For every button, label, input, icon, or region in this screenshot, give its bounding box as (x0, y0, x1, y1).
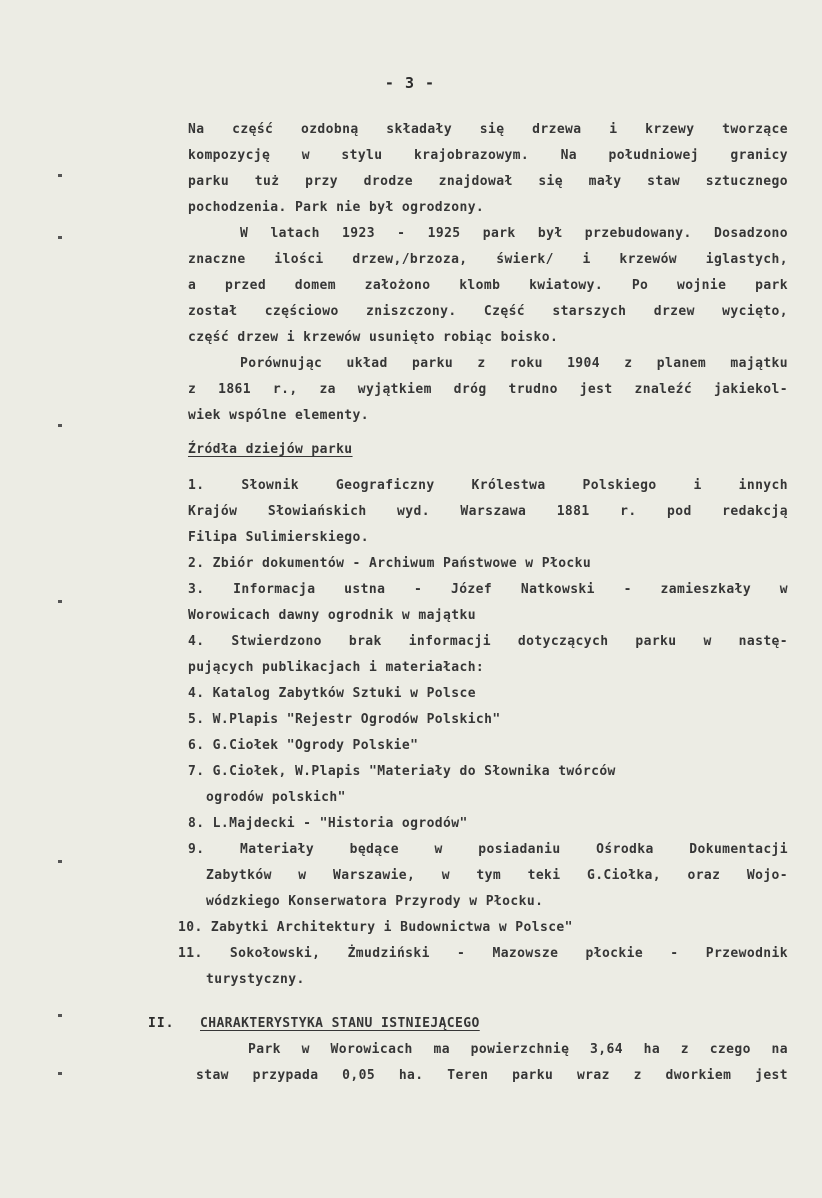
margin-mark (58, 236, 62, 239)
paragraph-line: Na część ozdobną składały się drzewa i krzewy tworzące (188, 122, 788, 137)
source-item: Krajów Słowiańskich wyd. Warszawa 1881 r. pod redakcją (188, 504, 788, 519)
paragraph-line: staw przypada 0,05 ha. Teren parku wraz z dworkiem jest (196, 1068, 788, 1083)
paragraph-line: pochodzenia. Park nie był ogrodzony. (188, 200, 485, 215)
source-item: turystyczny. (206, 972, 305, 987)
source-item: 3. Informacja ustna - Józef Natkowski - zamieszkały w (188, 582, 788, 597)
sources-heading: Źródła dziejów parku (188, 442, 353, 457)
margin-mark (58, 860, 62, 863)
source-item: 2. Zbiór dokumentów - Archiwum Państwowe w Płocku (188, 556, 592, 571)
source-item: 4. Katalog Zabytków Sztuki w Polsce (188, 686, 476, 701)
source-item: 7. G.Ciołek, W.Plapis "Materiały do Słownika twórców (188, 764, 616, 779)
source-item: Filipa Sulimierskiego. (188, 530, 369, 545)
source-item: 8. L.Majdecki - "Historia ogrodów" (188, 816, 468, 831)
paragraph-line: został częściowo zniszczony. Część starszych drzew wycięto, (188, 304, 788, 319)
paragraph-line: W latach 1923 - 1925 park był przebudowany. Dosadzono (240, 226, 788, 241)
source-item: Worowicach dawny ogrodnik w majątku (188, 608, 476, 623)
source-item: Zabytków w Warszawie, w tym teki G.Ciołka, oraz Wojo- (206, 868, 788, 883)
paragraph-line: znaczne ilości drzew,/brzoza, świerk/ i krzewów iglastych, (188, 252, 788, 267)
source-item: 4. Stwierdzono brak informacji dotyczących parku w nastę- (188, 634, 788, 649)
margin-mark (58, 1014, 62, 1017)
section-number: II. (148, 1016, 175, 1031)
paragraph-line: Porównując układ parku z roku 1904 z planem majątku (240, 356, 788, 371)
source-item: 5. W.Plapis "Rejestr Ogrodów Polskich" (188, 712, 501, 727)
source-item: 11. Sokołowski, Żmudziński - Mazowsze płockie - Przewodnik (178, 946, 788, 961)
paragraph-line: część drzew i krzewów usunięto robiąc boisko. (188, 330, 559, 345)
paragraph-line: z 1861 r., za wyjątkiem dróg trudno jest znaleźć jakiekol- (188, 382, 788, 397)
source-item: 6. G.Ciołek "Ogrody Polskie" (188, 738, 419, 753)
source-item: pujących publikacjach i materiałach: (188, 660, 485, 675)
paragraph-line: a przed domem założono klomb kwiatowy. Po wojnie park (188, 278, 788, 293)
margin-mark (58, 1072, 62, 1075)
source-item: ogrodów polskich" (206, 790, 346, 805)
paragraph-line: Park w Worowicach ma powierzchnię 3,64 ha z czego na (248, 1042, 788, 1057)
section-heading: CHARAKTERYSTYKA STANU ISTNIEJĄCEGO (200, 1016, 480, 1031)
source-item: 10. Zabytki Architektury i Budownictwa w Polsce" (178, 920, 573, 935)
paragraph-line: parku tuż przy drodze znajdował się mały staw sztucznego (188, 174, 788, 189)
source-item: 9. Materiały będące w posiadaniu Ośrodka Dokumentacji (188, 842, 788, 857)
margin-mark (58, 600, 62, 603)
margin-mark (58, 424, 62, 427)
page-number: - 3 - (384, 74, 436, 92)
paragraph-line: kompozycję w stylu krajobrazowym. Na południowej granicy (188, 148, 788, 163)
source-item: 1. Słownik Geograficzny Królestwa Polskiego i innych (188, 478, 788, 493)
paragraph-line: wiek wspólne elementy. (188, 408, 369, 423)
source-item: wódzkiego Konserwatora Przyrody w Płocku. (206, 894, 544, 909)
margin-mark (58, 174, 62, 177)
